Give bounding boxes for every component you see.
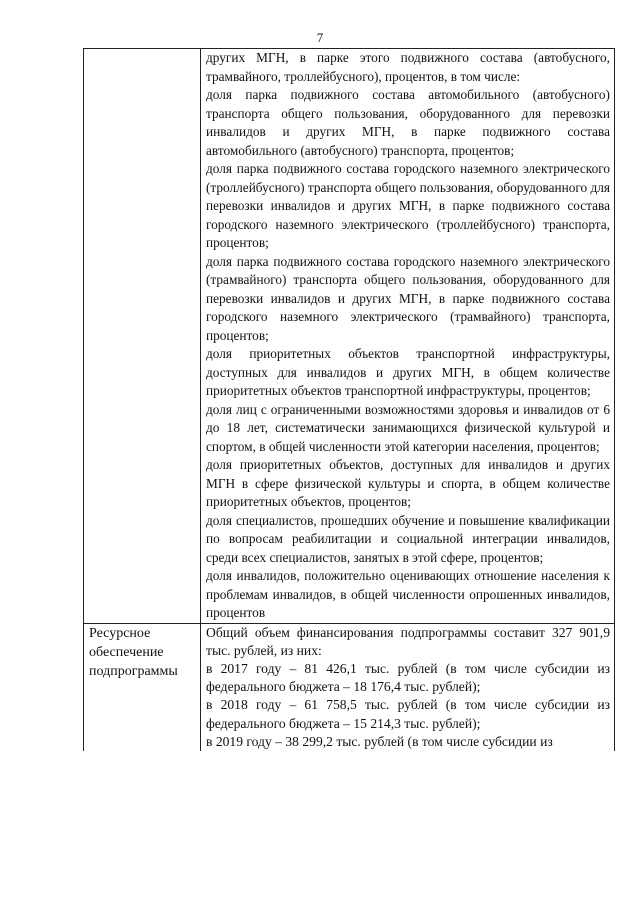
passport-table xyxy=(83,48,615,751)
funding-paragraph: в 2017 году – 81 426,1 тыс. рублей (в том числе субсидии из федерального бюджета – 18 176,4 тыс. рублей); xyxy=(206,660,610,695)
funding-paragraph: в 2019 году – 38 299,2 тыс. рублей (в том числе субсидии из xyxy=(206,733,553,749)
indicator-paragraph: доля лиц с ограниченными возможностями здоровья и инвалидов от 6 до 18 лет, систематически занимающихся физической культурой и спортом, в общей численности этой категории населения, процентов; xyxy=(206,401,610,454)
funding-cell xyxy=(201,623,615,751)
funding-paragraph: в 2018 году – 61 758,5 тыс. рублей (в том числе субсидии из федерального бюджета – 15 214,3 тыс. рублей); xyxy=(206,697,610,731)
table-row-indicators xyxy=(84,49,615,624)
indicator-paragraph: доля инвалидов, положительно оценивающих отношение населения к проблемам инвалидов, в общей численности опрошенных инвалидов, процентов xyxy=(206,568,610,620)
row-label-funding: Ресурсное обеспечение подпрограммы xyxy=(84,623,201,751)
indicator-paragraph: доля приоритетных объектов, доступных для инвалидов и других МГН в сфере физической культуры и спорта, в общем количестве приоритетных объектов, процентов; xyxy=(206,457,610,509)
indicator-paragraph: других МГН, в парке этого подвижного состава (автобусного, трамвайного, троллейбусного), процентов, в том числе: xyxy=(206,50,610,84)
indicators-cell xyxy=(201,49,615,624)
indicator-paragraph: доля приоритетных объектов транспортной инфраструктуры, доступных для инвалидов и других МГН, в общем количестве приоритетных объектов транспортной инфраструктуры, процентов; xyxy=(206,346,610,398)
indicator-paragraph: доля парка подвижного состава городского наземного электрического (трамвайного) транспорта общего пользования, оборудованного для перевозки инвалидов и других МГН, в парке подвижного состава городского наземного электрического (трамвайного) транспорта, процентов; xyxy=(206,253,610,343)
funding-paragraph: Общий объем финансирования подпрограммы составит 327 901,9 тыс. рублей, из них: xyxy=(206,624,610,658)
page-number: 7 xyxy=(316,30,324,45)
indicator-paragraph: доля парка подвижного состава городского наземного электрического (троллейбусного) транспорта общего пользования, оборудованного для перевозки инвалидов и других МГН, в парке подвижного состава городского наземного электрического (троллейбусного) транспорта, процентов; xyxy=(206,161,610,250)
indicator-paragraph: доля парка подвижного состава автомобильного (автобусного) транспорта общего пользования, оборудованного для перевозки инвалидов и других МГН, в парке подвижного состава автомобильного (автобусного) транспорта, процентов; xyxy=(206,87,610,158)
indicator-paragraph: доля специалистов, прошедших обучение и повышение квалификации по вопросам реабилитации и социальной интеграции инвалидов, среди всех специалистов, занятых в этой сфере, процентов; xyxy=(206,512,610,565)
row-label-empty xyxy=(84,49,201,624)
table-row-funding xyxy=(84,623,615,751)
